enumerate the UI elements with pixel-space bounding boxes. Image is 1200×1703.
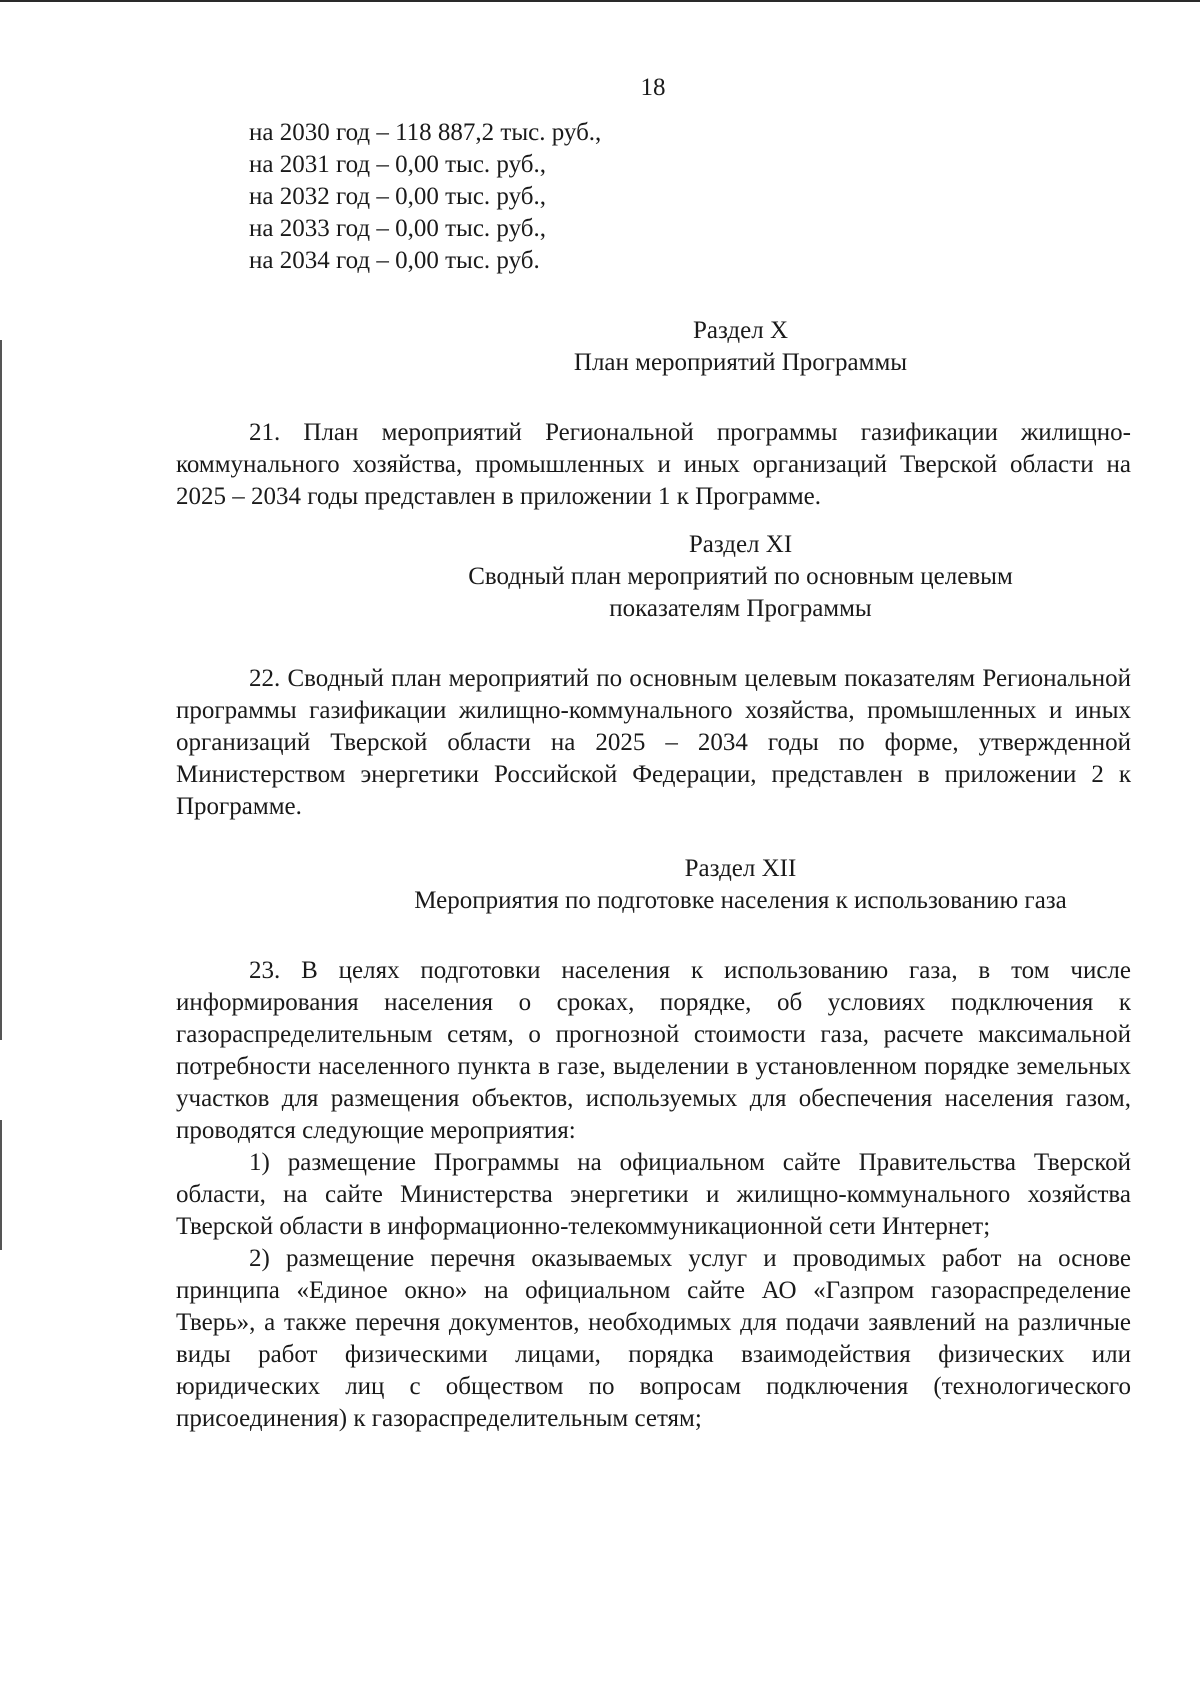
budget-line-2033: на 2033 год – 0,00 тыс. руб., [249,215,546,242]
budget-list [176,117,1131,277]
budget-line-2030: на 2030 год – 118 887,2 тыс. руб., [249,119,602,146]
budget-line-2034: на 2034 год – 0,00 тыс. руб. [249,247,540,274]
page-number: 18 [640,74,666,101]
section-12-label: Раздел XII [684,855,797,882]
paragraph-22: 22. Сводный план мероприятий по основным целевым показателям Региональной программы газификации жилищно-коммунального хозяйства, промышленных и иных организаций Тверской области на 2025 – 2034 годы по форме, утвержденной Министерством энергетики Российской Федерации, представлен в приложении 2 к Программе. [176,665,1131,820]
budget-line-2032: на 2032 год – 0,00 тыс. руб., [249,183,546,210]
section-10-title: План мероприятий Программы [573,349,908,376]
scan-left-edge [0,340,2,1040]
paragraph-21: 21. План мероприятий Региональной программы газификации жилищно-коммунального хозяйства, промышленных и иных организаций Тверской области на 2025 – 2034 годы представлен в приложении 1 к Программе. [176,419,1131,510]
scan-top-border [0,0,1200,2]
section-11-title-line1: Сводный план мероприятий по основным целевым [468,563,1013,590]
scan-left-edge-lower [0,1120,2,1250]
list-item-2: 2) размещение перечня оказываемых услуг и проводимых работ на основе принципа «Единое окно» на официальном сайте АО «Газпром газораспределение Тверь», а также перечня документов, необходимых для подачи заявлений на различные виды работ физическими лицами, порядка взаимодействия физических или юридических лиц с обществом по вопросам подключения (технологического присоединения) к газораспределительным сетям; [176,1245,1131,1432]
section-11-label: Раздел XI [688,531,793,558]
section-12-title: Мероприятия по подготовке населения к использованию газа [414,887,1067,914]
section-10-label: Раздел X [692,317,789,344]
section-11-title-line2: показателям Программы [609,595,872,622]
budget-line-2031: на 2031 год – 0,00 тыс. руб., [249,151,546,178]
section-12-heading [176,853,1131,917]
list-item-1: 1) размещение Программы на официальном сайте Правительства Тверской области, на сайте Министерства энергетики и жилищно-коммунального хозяйства Тверской области в информационно-телекоммуникационной сети Интернет; [176,1149,1131,1240]
document-body [176,117,1131,1435]
paragraph-23: 23. В целях подготовки населения к использованию газа, в том числе информирования населения о сроках, порядке, об условиях подключения к газораспределительным сетям, о прогнозной стоимости газа, расчете максимальной потребности населенного пункта в газе, выделении в установленном порядке земельных участков для размещения объектов, используемых для обеспечения населения газом, проводятся следующие мероприятия: [176,957,1131,1144]
section-11-heading [176,529,1131,625]
section-10-heading [176,315,1131,379]
